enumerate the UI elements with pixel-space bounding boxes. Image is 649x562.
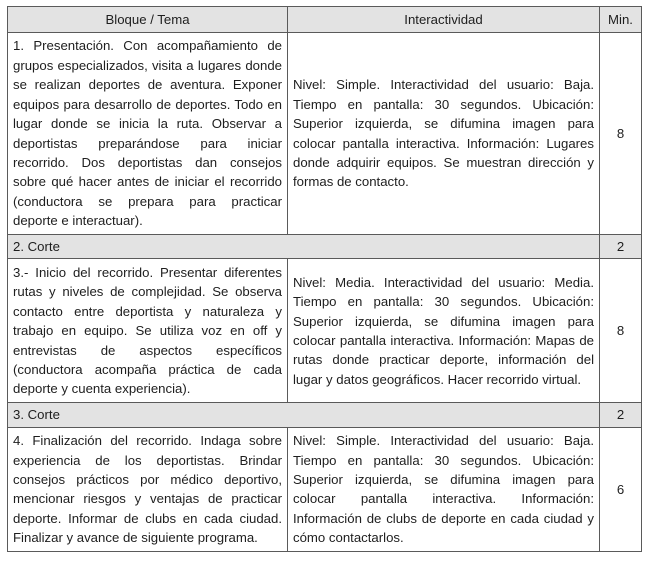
cut-row [8, 403, 642, 427]
minutes-cell: 8 [600, 259, 642, 403]
block-cell: 1. Presentación. Con acompañamiento de grupos especializados, visita a lugares donde se realizan deportes de aventura. Exponer equipos para desarrollo de deportes. Todo en lugar donde se inicia la ruta. Observar a deportistas preparándose para iniciar recorrido. Dos deportistas dan consejos sobre qué hacer antes de iniciar el recorrido (conductora se prepara para practicar deporte e interactuar). [8, 33, 288, 235]
table-row [8, 427, 642, 551]
header-interactivity: Interactividad [288, 7, 600, 33]
block-cell: 4. Finalización del recorrido. Indaga sobre experiencia de los deportistas. Brindar consejos prácticos por médico deportivo, mencionar riesgos y ventajas de practicar deporte. Informar de clubs en cada ciudad. Finalizar y avance de siguiente programa. [8, 427, 288, 551]
interactivity-cell: Nivel: Media. Interactividad del usuario: Media. Tiempo en pantalla: 30 segundos. Ubicación: Superior izquierda, se difumina imagen para colocar pantalla interactiva. Información: Mapas de rutas donde practicar deporte, información del lugar y datos geográficos. Hacer recorrido virtual. [288, 259, 600, 403]
minutes-cell: 2 [600, 235, 642, 259]
minutes-cell: 6 [600, 427, 642, 551]
interactivity-cell: Nivel: Simple. Interactividad del usuario: Baja. Tiempo en pantalla: 30 segundos. Ubicación: Superior izquierda, se difumina imagen para colocar pantalla interactiva. Información: Información de clubs de deporte en cada ciudad y cómo contactarlos. [288, 427, 600, 551]
minutes-cell: 8 [600, 33, 642, 235]
minutes-cell: 2 [600, 403, 642, 427]
cut-row [8, 235, 642, 259]
table-row [8, 33, 642, 235]
header-block-topic: Bloque / Tema [8, 7, 288, 33]
program-table-container [7, 6, 641, 552]
block-cell: 3.- Inicio del recorrido. Presentar diferentes rutas y niveles de complejidad. Se observa contacto entre deportista y naturaleza y trabajo en equipo. Se utiliza voz en off y entrevistas de aspectos específicos (conductora acompaña práctica de cada deporte y cuenta experiencia). [8, 259, 288, 403]
cut-label: 3. Corte [8, 403, 600, 427]
table-row [8, 259, 642, 403]
header-minutes: Min. [600, 7, 642, 33]
cut-label: 2. Corte [8, 235, 600, 259]
table-header-row [8, 7, 642, 33]
program-table [7, 6, 642, 552]
interactivity-cell: Nivel: Simple. Interactividad del usuario: Baja. Tiempo en pantalla: 30 segundos. Ubicación: Superior izquierda, se difumina imagen para colocar pantalla interactiva. Información: Lugares donde adquirir equipos. Se muestran dirección y formas de contacto. [288, 33, 600, 235]
